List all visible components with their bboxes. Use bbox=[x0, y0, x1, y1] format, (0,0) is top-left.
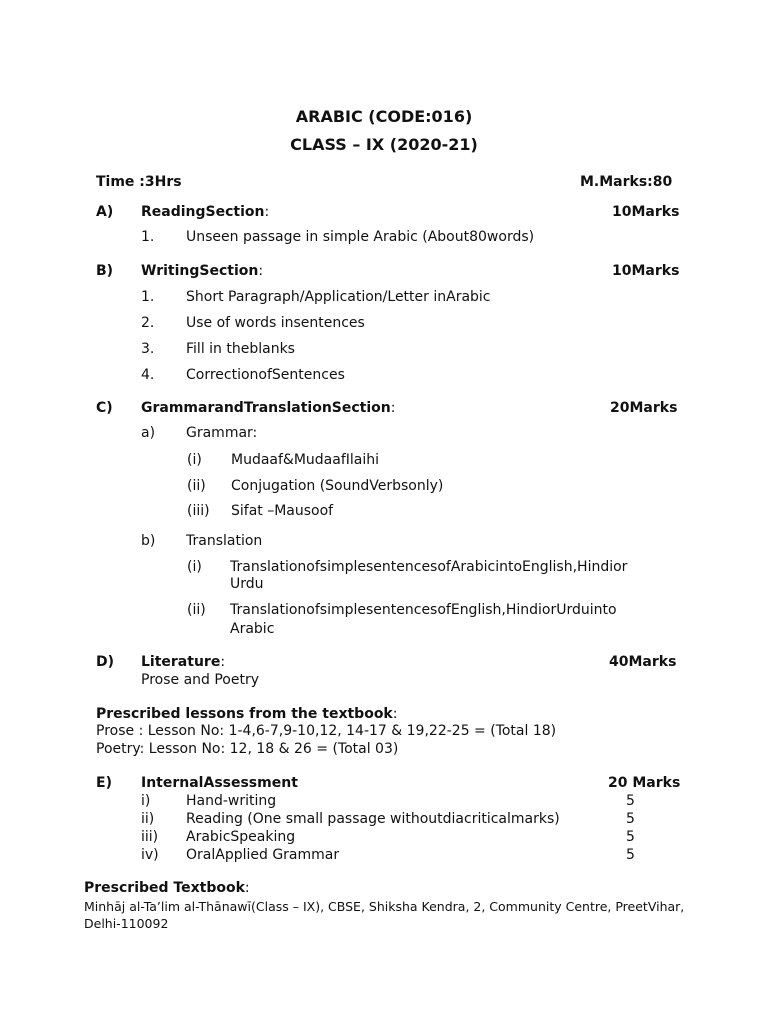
section-a-colon: : bbox=[264, 204, 270, 220]
section-b-letter: B) bbox=[96, 263, 114, 279]
section-e-letter: E) bbox=[96, 775, 112, 791]
section-b-item-text: Fill in theblanks bbox=[186, 341, 295, 357]
textbook-line2: Delhi-110092 bbox=[84, 916, 169, 931]
section-d-letter: D) bbox=[96, 654, 115, 670]
section-b-item-num: 4. bbox=[141, 367, 155, 383]
poetry-lessons: Poetry: Lesson No: 12, 18 & 26 = (Total 03) bbox=[96, 741, 399, 757]
section-c-colon: : bbox=[390, 400, 396, 416]
assessment-item-text: Reading (One small passage withoutdiacriticalmarks) bbox=[186, 811, 560, 827]
section-c-title: GrammarandTranslationSection bbox=[141, 400, 391, 416]
translation-item-line1: TranslationofsimplesentencesofEnglish,HindiorUrduinto bbox=[230, 602, 617, 618]
section-c-letter: C) bbox=[96, 400, 113, 416]
section-a-marks: 10Marks bbox=[612, 204, 680, 220]
assessment-item-marks: 5 bbox=[626, 847, 635, 863]
section-d-colon: : bbox=[220, 654, 226, 670]
translation-item-num: (i) bbox=[187, 559, 202, 575]
section-c-sub-a-label: Grammar: bbox=[186, 425, 258, 441]
section-b-item-text: Use of words insentences bbox=[186, 315, 365, 331]
section-c-heading bbox=[141, 400, 395, 417]
section-a-item-num: 1. bbox=[141, 229, 155, 245]
translation-item-line2: Urdu bbox=[230, 576, 264, 592]
section-b-item-num: 2. bbox=[141, 315, 155, 331]
translation-item-num: (ii) bbox=[187, 602, 206, 618]
grammar-item-num: (ii) bbox=[187, 478, 206, 494]
section-d-marks: 40Marks bbox=[609, 654, 677, 670]
section-c-sub-a-num: a) bbox=[141, 425, 156, 441]
section-a-item-text: Unseen passage in simple Arabic (About80words) bbox=[186, 229, 535, 245]
section-b-item-num: 1. bbox=[141, 289, 155, 305]
translation-item-line1: TranslationofsimplesentencesofArabicintoEnglish,Hindior bbox=[230, 559, 628, 575]
assessment-item-num: ii) bbox=[141, 811, 155, 827]
assessment-item-marks: 5 bbox=[626, 793, 635, 809]
assessment-item-num: iv) bbox=[141, 847, 159, 863]
textbook-line1: Minhāj al-Ta’lim al-Thānawī(Class – IX), CBSE, Shiksha Kendra, 2, Community Centre, PreetVihar, bbox=[84, 899, 685, 914]
assessment-item-text: OralApplied Grammar bbox=[186, 847, 340, 863]
grammar-item-num: (i) bbox=[187, 452, 202, 468]
grammar-item-text: Conjugation (SoundVerbsonly) bbox=[231, 478, 444, 494]
prescribed-textbook-heading bbox=[84, 880, 250, 897]
section-a-letter: A) bbox=[96, 204, 114, 220]
prescribed-lessons-colon: : bbox=[392, 706, 398, 722]
section-b-heading bbox=[141, 263, 263, 280]
max-marks-label: M.Marks:80 bbox=[580, 174, 673, 190]
section-d-title: Literature bbox=[141, 654, 221, 670]
grammar-item-text: Mudaaf&MudaafIlaihi bbox=[231, 452, 380, 468]
grammar-item-num: (iii) bbox=[187, 503, 210, 519]
assessment-item-text: ArabicSpeaking bbox=[186, 829, 296, 845]
section-b-marks: 10Marks bbox=[612, 263, 680, 279]
grammar-item-text: Sifat –Mausoof bbox=[231, 503, 334, 519]
assessment-item-text: Hand-writing bbox=[186, 793, 277, 809]
section-b-item-num: 3. bbox=[141, 341, 155, 357]
document-subtitle: CLASS – IX (2020-21) bbox=[290, 135, 478, 154]
section-b-item-text: Short Paragraph/Application/Letter inArabic bbox=[186, 289, 491, 305]
translation-item-line2: Arabic bbox=[230, 621, 275, 637]
section-d-heading bbox=[141, 654, 225, 671]
section-b-title: WritingSection bbox=[141, 263, 259, 279]
time-label: Time :3Hrs bbox=[96, 174, 182, 190]
assessment-item-num: iii) bbox=[141, 829, 159, 845]
section-c-sub-b-label: Translation bbox=[186, 533, 263, 549]
assessment-item-num: i) bbox=[141, 793, 151, 809]
section-a-heading bbox=[141, 204, 269, 221]
section-e-marks: 20 Marks bbox=[608, 775, 681, 791]
section-a-title: ReadingSection bbox=[141, 204, 265, 220]
assessment-item-marks: 5 bbox=[626, 829, 635, 845]
prescribed-lessons-heading bbox=[96, 706, 397, 723]
section-e-title: InternalAssessment bbox=[141, 775, 298, 791]
prescribed-lessons-title: Prescribed lessons from the textbook bbox=[96, 706, 393, 722]
prose-lessons: Prose : Lesson No: 1-4,6-7,9-10,12, 14-17 & 19,22-25 = (Total 18) bbox=[96, 723, 557, 739]
assessment-item-marks: 5 bbox=[626, 811, 635, 827]
section-c-sub-b-num: b) bbox=[141, 533, 156, 549]
prescribed-textbook-colon: : bbox=[244, 880, 250, 896]
prescribed-textbook-title: Prescribed Textbook bbox=[84, 880, 245, 896]
document-title: ARABIC (CODE:016) bbox=[295, 107, 473, 126]
section-c-marks: 20Marks bbox=[610, 400, 678, 416]
section-b-item-text: CorrectionofSentences bbox=[186, 367, 345, 383]
section-d-subtitle: Prose and Poetry bbox=[141, 672, 260, 688]
section-b-colon: : bbox=[258, 263, 264, 279]
